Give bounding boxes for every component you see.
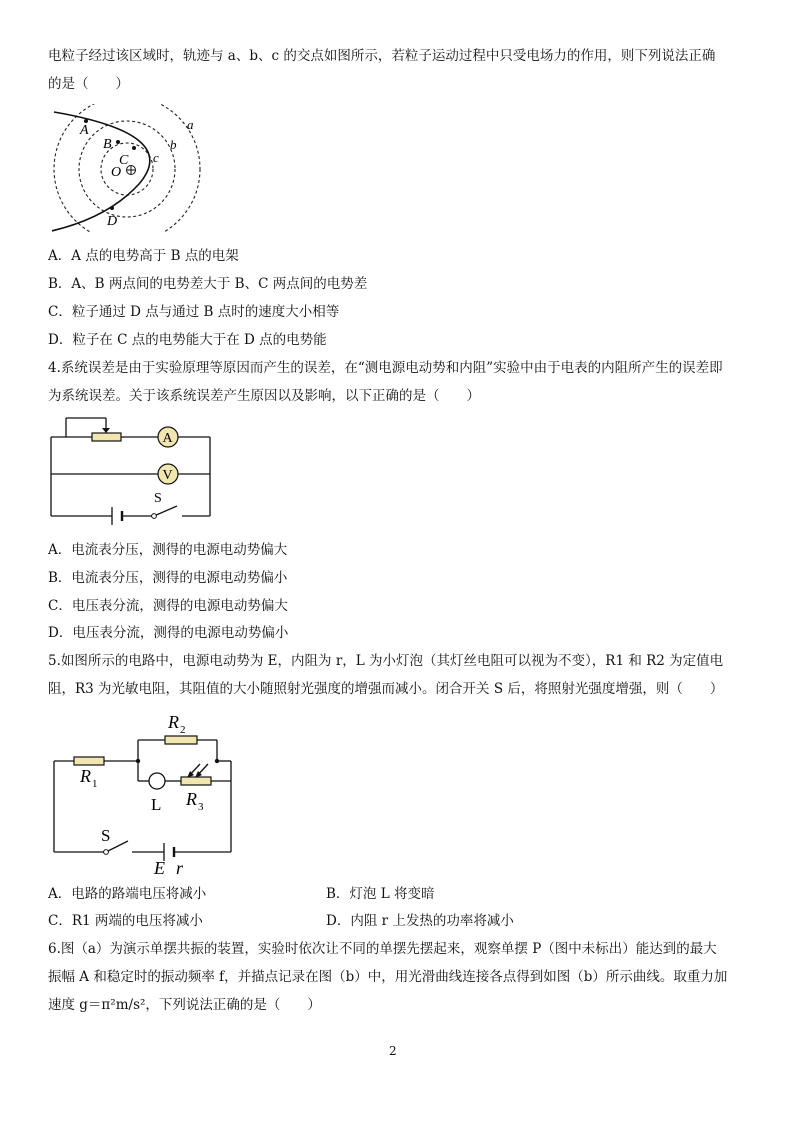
internal-resistance-label: r <box>176 858 184 878</box>
r3-subscript: 3 <box>198 801 204 813</box>
q5-stem-line1: 5.如图所示的电路中，电源电动势为 E，内阻为 r，L 为小灯泡（其灯丝电阻可以视为不变），R1 和 R2 为定值电 <box>48 653 724 669</box>
q5-option-c: C．R1 两端的电压将减小 <box>48 913 203 929</box>
q3-option-d: D．粒子在 C 点的电势能大于在 D 点的电势能 <box>48 332 327 348</box>
r1-label: R <box>80 766 91 786</box>
q5-stem-line2: 阻，R3 为光敏电阻，其阻值的大小随照射光强度的增强而减小。闭合开关 S 后，将照射光强度增强，则（ ） <box>48 681 724 697</box>
label-C: C <box>119 153 129 168</box>
label-b: b <box>170 137 177 152</box>
ammeter-label: A <box>162 431 173 446</box>
rheostat-resistor <box>92 433 121 441</box>
q3-option-b: B．A、B 两点间的电势差大于 B、C 两点间的电势差 <box>48 276 368 292</box>
q5-option-a: A．电路的路端电压将减小 <box>48 886 207 902</box>
q6-stem-line3: 速度 g＝π²m/s²，下列说法正确的是（ ） <box>48 997 321 1013</box>
switch-label: S <box>101 826 111 845</box>
r2-resistor <box>165 736 197 744</box>
q3-stem-line2: 的是（ ） <box>48 76 129 92</box>
label-B: B <box>103 137 112 152</box>
lamp-label: L <box>151 795 162 814</box>
r1-subscript: 1 <box>92 778 98 790</box>
q3-stem-line1: 电粒子经过该区域时，轨迹与 a、b、c 的交点如图所示，若粒子运动过程中只受电场力的作用，则下列说法正确 <box>48 48 716 64</box>
r2-subscript: 2 <box>180 724 186 736</box>
q4-stem-line2: 为系统误差。关于该系统误差产生原因以及影响，以下正确的是（ ） <box>48 388 480 404</box>
q3-equipotential-figure <box>52 104 212 232</box>
label-A: A <box>80 123 89 138</box>
q5-option-b: B．灯泡 L 将变暗 <box>326 886 435 902</box>
q3-option-c: C．粒子通过 D 点与通过 B 点时的速度大小相等 <box>48 304 340 320</box>
voltmeter-label: V <box>162 468 173 483</box>
r3-label: R <box>186 789 197 809</box>
q4-option-b: B．电流表分压，测得的电源电动势偏小 <box>48 570 288 586</box>
r2-label: R <box>168 712 179 732</box>
r3-photoresistor <box>181 777 211 785</box>
lamp-icon <box>149 773 165 789</box>
switch-label: S <box>154 491 162 506</box>
q6-stem-line2: 振幅 A 和稳定时的振动频率 f，并描点记录在图（b）中，用光滑曲线连接各点得到如图（b）所示曲线。取重力加 <box>48 969 728 985</box>
label-D: D <box>107 214 118 229</box>
q4-stem-line1: 4.系统误差是由于实验原理等原因而产生的误差，在“测电源电动势和内阻”实验中由于电表的内阻所产生的误差即 <box>48 360 723 376</box>
q4-circuit-figure <box>44 410 216 526</box>
q5-circuit-figure <box>48 706 244 878</box>
q6-stem-line1: 6.图（a）为演示单摆共振的装置，实验时依次让不同的单摆先摆起来，观察单摆 P（图中未标出）能达到的最大 <box>48 941 717 957</box>
r1-resistor <box>74 757 104 765</box>
page-number: 2 <box>389 1044 397 1058</box>
q4-option-d: D．电压表分流，测得的电源电动势偏小 <box>48 625 289 641</box>
q3-option-a: A．A 点的电势高于 B 点的电架 <box>48 248 239 264</box>
q4-option-c: C．电压表分流，测得的电源电动势偏大 <box>48 598 288 614</box>
q4-option-a: A．电流表分压，测得的电源电动势偏大 <box>48 542 288 558</box>
label-c: c <box>153 150 159 165</box>
label-O: O <box>111 165 122 180</box>
label-a: a <box>187 117 194 132</box>
q5-option-d: D．内阻 r 上发热的功率将减小 <box>326 913 514 929</box>
emf-label: E <box>154 858 165 878</box>
